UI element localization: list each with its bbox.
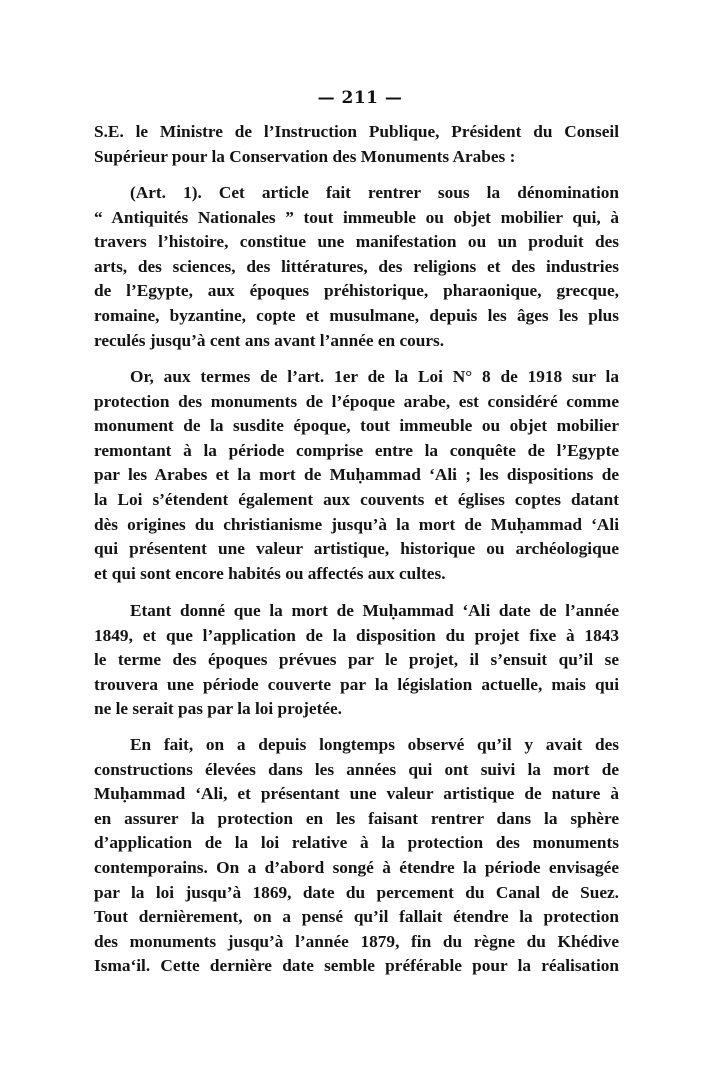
paragraph-line: Or, aux termes de l’art. 1er de la Loi N° 8 de 1918 sur la <box>130 367 619 386</box>
paragraph-line: dès origines du christianisme jusqu’à la mort de Muḥammad ‘Ali <box>94 514 619 534</box>
paragraph-article-1 <box>94 181 619 353</box>
paragraph-line: par les Arabes et la mort de Muḥammad ‘Ali ; les dispositions de <box>94 465 619 485</box>
paragraph-line: monument de la susdite époque, tout immeuble ou objet mobilier <box>94 416 619 436</box>
paragraph-line: “ Antiquités Nationales ” tout immeuble ou objet mobilier qui, à <box>94 207 619 227</box>
page-number: — 211 — <box>317 88 403 108</box>
paragraph-line: arts, des sciences, des littératures, des religions et des industries <box>94 256 619 276</box>
paragraph-line: la Loi s’étendent également aux couvents et églises coptes datant <box>94 489 619 509</box>
paragraph-line: Etant donné que la mort de Muḥammad ‘Ali date de l’année <box>130 601 619 620</box>
paragraph-line: romaine, byzantine, copte et musulmane, depuis les âges les plus <box>94 305 619 325</box>
paragraph-line: de l’Egypte, aux époques préhistorique, pharaonique, grecque, <box>94 281 619 301</box>
paragraph-line: qui présentent une valeur artistique, historique ou archéologique <box>94 539 619 559</box>
paragraph-line: protection des monuments de l’époque arabe, est considéré comme <box>94 391 619 411</box>
paragraph-line: trouvera une période couverte par la législation actuelle, mais qui <box>94 674 619 694</box>
paragraph-line: Tout dernièrement, on a pensé qu’il fallait étendre la protection <box>94 907 619 927</box>
paragraph-1849 <box>94 599 619 722</box>
heading-line: S.E. le Ministre de l’Instruction Publique, Président du Conseil <box>94 122 619 141</box>
paragraph-line: des monuments jusqu’à l’année 1879, fin du règne du Khédive <box>94 931 619 951</box>
paragraph-line: le terme des époques prévues par le projet, il s’ensuit qu’il se <box>94 650 619 670</box>
paragraph-line: constructions élevées dans les années qui ont suivi la mort de <box>94 759 619 779</box>
heading-block <box>94 120 619 169</box>
paragraph-line: contemporains. On a d’abord songé à étendre la période envisagée <box>94 857 619 877</box>
paragraph-line: en assurer la protection en les faisant rentrer dans la sphère <box>94 808 619 828</box>
paragraph-line: Isma‘il. Cette dernière date semble préférable pour la réalisation <box>94 956 619 976</box>
paragraph-line: d’application de la loi relative à la protection des monuments <box>94 833 619 853</box>
paragraph-line: (Art. 1). Cet article fait rentrer sous la dénomination <box>130 183 619 202</box>
paragraph-line: par la loi jusqu’à 1869, date du percement du Canal de Suez. <box>94 882 619 902</box>
heading-line: Supérieur pour la Conservation des Monuments Arabes : <box>94 146 516 166</box>
paragraph-line: et qui sont encore habités ou affectés aux cultes. <box>94 563 446 583</box>
paragraph-line: En fait, on a depuis longtemps observé qu’il y avait des <box>130 735 619 754</box>
paragraph-line: travers l’histoire, constitue une manifestation ou un produit des <box>94 232 619 252</box>
paragraph-loi-1918 <box>94 365 619 586</box>
paragraph-line: reculés jusqu’à cent ans avant l’année en cours. <box>94 330 445 350</box>
paragraph-line: remontant à la période comprise entre la conquête de l’Egypte <box>94 440 619 460</box>
paragraph-en-fait <box>94 733 619 979</box>
paragraph-line: 1849, et que l’application de la disposition du projet fixe à 1843 <box>94 625 619 645</box>
paragraph-line: ne le serait pas par la loi projetée. <box>94 699 342 719</box>
paragraph-line: Muḥammad ‘Ali, et présentant une valeur artistique de nature à <box>94 784 619 804</box>
